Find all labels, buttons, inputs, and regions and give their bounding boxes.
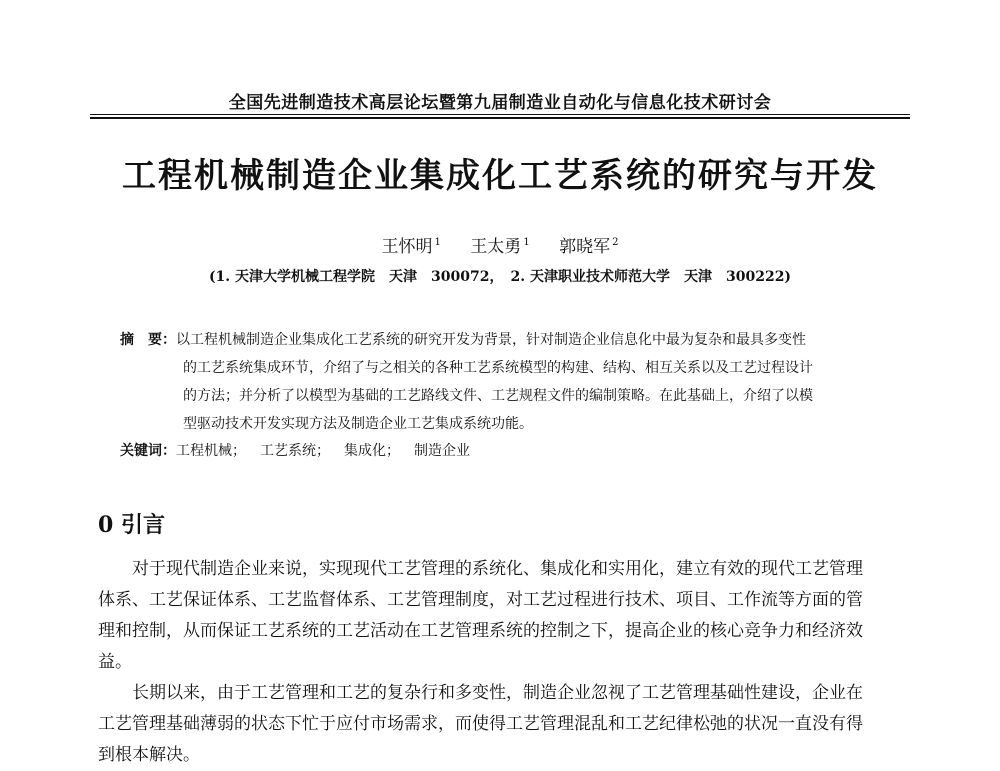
keyword: 工艺系统； [260, 443, 330, 459]
abstract-line: 的方法；并分析了以模型为基础的工艺路线文件、工艺规程文件的编制策略。在此基础上，介绍了以模 [183, 388, 813, 404]
author-affil-mark: 2 [612, 237, 619, 249]
abstract-line: 的工艺系统集成环节，介绍了与之相关的各种工艺系统模型的构建、结构、相互关系以及工艺过程设计 [183, 360, 813, 376]
body-text [98, 554, 906, 771]
abstract-line [120, 326, 880, 354]
keywords-label: 关键词： [120, 443, 176, 459]
header-rule-thick [90, 117, 910, 119]
author-affil-mark: 1 [434, 237, 441, 249]
abstract-text: 以工程机械制造企业集成化工艺系统的研究开发为背景，针对制造企业信息化中最为复杂和最具多变性 [176, 332, 806, 348]
body-line: 长期以来，由于工艺管理和工艺的复杂行和多变性，制造企业忽视了工艺管理基础性建设，企业在 [132, 683, 863, 703]
author-name: 郭晓军 [559, 237, 611, 257]
body-line: 到根本解决。 [98, 745, 200, 765]
keyword: 集成化； [344, 443, 400, 459]
paper-title: 工程机械制造企业集成化工艺系统的研究与开发 [122, 156, 878, 196]
keyword: 制造企业 [414, 443, 470, 459]
author [470, 232, 529, 257]
author-list [100, 232, 900, 257]
keywords [120, 440, 880, 460]
section-title: 引言 [120, 512, 165, 538]
body-line: 益。 [98, 652, 132, 672]
section-heading [98, 508, 165, 539]
body-line: 工艺管理基础薄弱的状态下忙于应付市场需求，而使得工艺管理混乱和工艺纪律松弛的状况一直没有得 [98, 714, 863, 734]
author-name: 王怀明 [381, 237, 433, 257]
body-line: 理和控制，从而保证工艺系统的工艺活动在工艺管理系统的控制之下，提高企业的核心竞争力和经济效 [98, 621, 863, 641]
author [559, 232, 618, 257]
conference-header: 全国先进制造技术高层论坛暨第九届制造业自动化与信息化技术研讨会 [228, 93, 772, 113]
section-number: 0 [98, 512, 114, 538]
author-affil-mark: 1 [523, 237, 530, 249]
body-line: 对于现代制造企业来说，实现现代工艺管理的系统化、集成化和实用化，建立有效的现代工艺管理 [132, 559, 863, 579]
abstract-line: 型驱动技术开发实现方法及制造企业工艺集成系统功能。 [183, 416, 533, 432]
affiliations: (1. 天津大学机械工程学院 天津 300072， 2. 天津职业技术师范大学 天津 300222) [208, 269, 792, 285]
author [382, 232, 441, 257]
abstract-label: 摘 要： [120, 332, 176, 348]
header-rule-thin [90, 114, 910, 115]
author-name: 王太勇 [470, 237, 522, 257]
keyword: 工程机械； [176, 443, 246, 459]
body-line: 体系、工艺保证体系、工艺监督体系、工艺管理制度，对工艺过程进行技术、项目、工作流等方面的管 [98, 590, 863, 610]
abstract [120, 326, 880, 438]
